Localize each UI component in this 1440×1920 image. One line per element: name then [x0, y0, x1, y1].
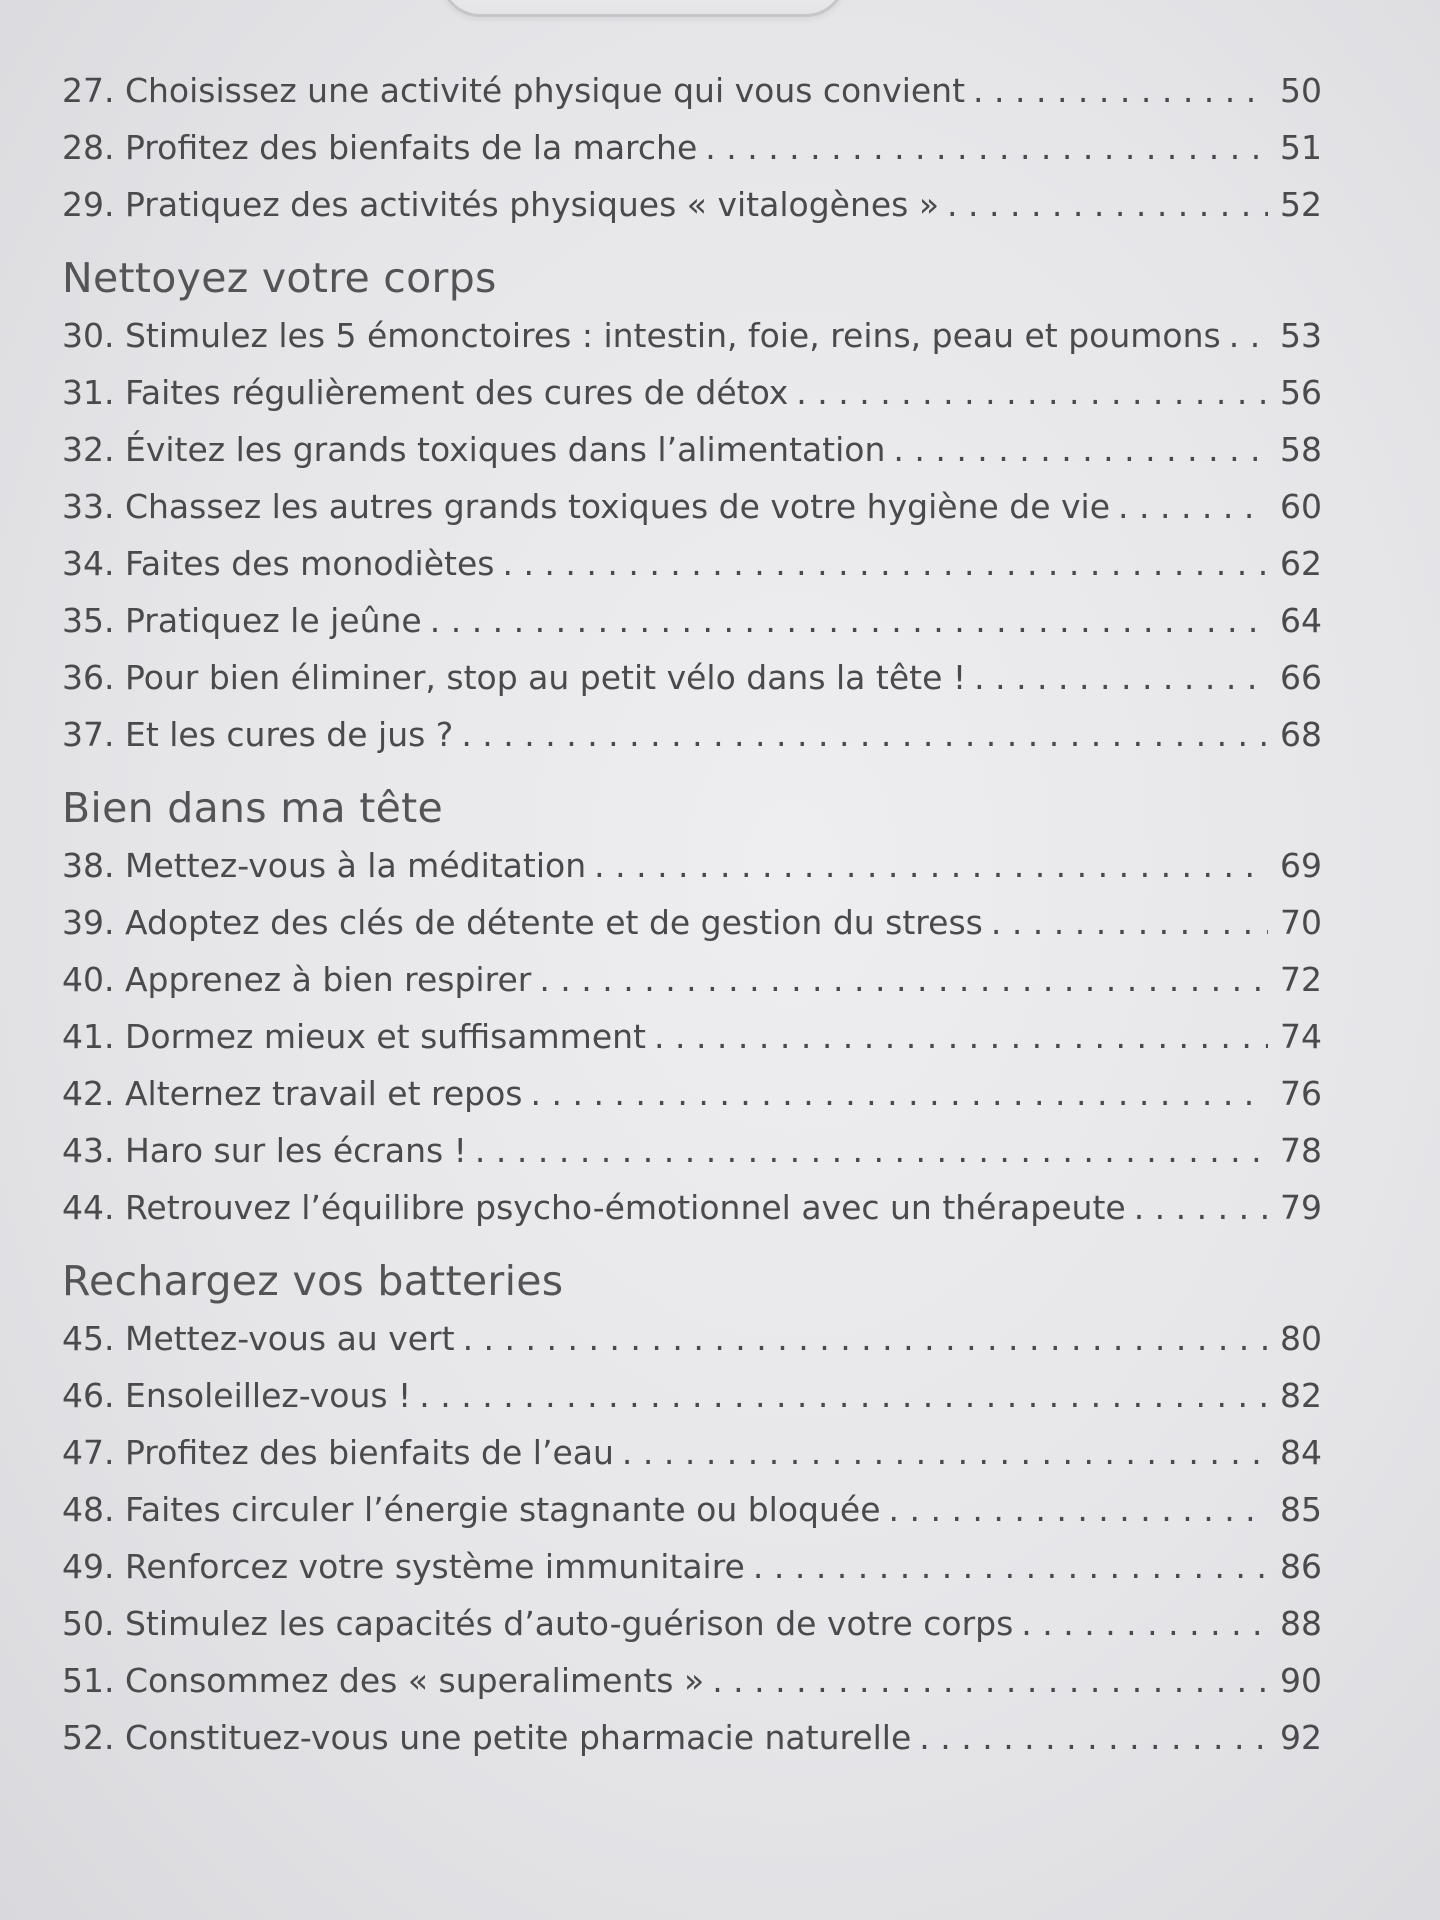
- toc-entry-page: 69: [1280, 846, 1322, 885]
- toc-entry-29: [62, 176, 1322, 233]
- section-heading: Rechargez vos batteries: [62, 1257, 564, 1305]
- toc-entry-page: 68: [1280, 715, 1322, 754]
- dot-leader: [461, 706, 1268, 763]
- toc-entry-title: 48. Faites circuler l’énergie stagnante ou bloquée: [62, 1490, 881, 1529]
- toc-entry-title: 31. Faites régulièrement des cures de détox: [62, 373, 789, 412]
- toc-entry-46: [62, 1367, 1322, 1424]
- toc-entry-41: [62, 1008, 1322, 1065]
- toc-entry-40: [62, 951, 1322, 1008]
- toc-entry-page: 60: [1280, 487, 1322, 526]
- toc-entry-title: 39. Adoptez des clés de détente et de gestion du stress: [62, 903, 983, 942]
- toc-entry-page: 72: [1280, 960, 1322, 999]
- toc-entry-page: 84: [1280, 1433, 1322, 1472]
- toc-entry-title: 37. Et les cures de jus ?: [62, 715, 454, 754]
- dot-leader: [991, 894, 1268, 951]
- toc-section-continued: [62, 62, 1322, 233]
- toc-entry-page: 56: [1280, 373, 1322, 412]
- toc-entry-title: 47. Profitez des bienfaits de l’eau: [62, 1433, 614, 1472]
- toc-entry-title: 33. Chassez les autres grands toxiques de votre hygiène de vie: [62, 487, 1110, 526]
- dot-leader: [1229, 307, 1268, 364]
- toc-entry-39: [62, 894, 1322, 951]
- dot-leader: [796, 364, 1268, 421]
- toc-entry-title: 38. Mettez-vous à la méditation: [62, 846, 587, 885]
- toc-entry-27: [62, 62, 1322, 119]
- toc-entry-page: 76: [1280, 1074, 1322, 1113]
- toc-entry-34: [62, 535, 1322, 592]
- toc-entry-title: 28. Profitez des bienfaits de la marche: [62, 128, 698, 167]
- toc-entry-title: 36. Pour bien éliminer, stop au petit vélo dans la tête !: [62, 658, 967, 697]
- dot-leader: [502, 535, 1268, 592]
- toc-entry-title: 34. Faites des monodiètes: [62, 544, 495, 583]
- dot-leader: [712, 1652, 1268, 1709]
- toc-entry-37: [62, 706, 1322, 763]
- toc-entry-title: 41. Dormez mieux et suffisamment: [62, 1017, 646, 1056]
- toc-entry-title: 32. Évitez les grands toxiques dans l’alimentation: [62, 430, 886, 469]
- toc-entry-44: [62, 1179, 1322, 1236]
- toc-entry-page: 64: [1280, 601, 1322, 640]
- dot-leader: [654, 1008, 1268, 1065]
- dot-leader: [973, 62, 1268, 119]
- toc-entry-42: [62, 1065, 1322, 1122]
- dot-leader: [531, 1065, 1269, 1122]
- toc-entry-title: 27. Choisissez une activité physique qui vous convient: [62, 71, 966, 110]
- toc-entry-page: 88: [1280, 1604, 1322, 1643]
- toc-entry-page: 78: [1280, 1131, 1322, 1170]
- toc-entry-43: [62, 1122, 1322, 1179]
- toc-entry-page: 90: [1280, 1661, 1322, 1700]
- toc-entry-page: 85: [1280, 1490, 1322, 1529]
- toc-entry-38: [62, 837, 1322, 894]
- toc-entry-page: 53: [1280, 316, 1322, 355]
- toc-entry-32: [62, 421, 1322, 478]
- dot-leader: [622, 1424, 1268, 1481]
- toc-section-nettoyez: [62, 249, 1322, 763]
- toc-entry-page: 92: [1280, 1718, 1322, 1757]
- dot-leader: [475, 1122, 1268, 1179]
- dot-leader: [419, 1367, 1268, 1424]
- dot-leader: [919, 1709, 1268, 1766]
- dot-leader: [1118, 478, 1268, 535]
- toc-entry-title: 51. Consommez des « superaliments »: [62, 1661, 705, 1700]
- toc-entry-page: 86: [1280, 1547, 1322, 1586]
- toc-entry-35: [62, 592, 1322, 649]
- toc-entry-title: 40. Apprenez à bien respirer: [62, 960, 532, 999]
- toc-entry-47: [62, 1424, 1322, 1481]
- dot-leader: [463, 1310, 1268, 1367]
- toc-entry-page: 51: [1280, 128, 1322, 167]
- toc-entry-52: [62, 1709, 1322, 1766]
- dot-leader: [753, 1538, 1268, 1595]
- toc-section-rechargez: [62, 1252, 1322, 1766]
- toc-entry-30: [62, 307, 1322, 364]
- dot-leader: [974, 649, 1268, 706]
- toc-entry-48: [62, 1481, 1322, 1538]
- toc-entry-page: 66: [1280, 658, 1322, 697]
- section-heading: Bien dans ma tête: [62, 784, 444, 832]
- toc-entry-title: 50. Stimulez les capacités d’auto-guérison de votre corps: [62, 1604, 1014, 1643]
- dot-leader: [947, 176, 1268, 233]
- toc-entry-title: 52. Constituez-vous une petite pharmacie naturelle: [62, 1718, 912, 1757]
- toc-entry-33: [62, 478, 1322, 535]
- toc-entry-title: 43. Haro sur les écrans !: [62, 1131, 467, 1170]
- toc-entry-title: 42. Alternez travail et repos: [62, 1074, 523, 1113]
- table-of-contents: [62, 62, 1322, 1766]
- toc-entry-title: 35. Pratiquez le jeûne: [62, 601, 422, 640]
- toc-entry-title: 30. Stimulez les 5 émonctoires : intestin, foie, reins, peau et poumons: [62, 316, 1221, 355]
- toc-entry-page: 52: [1280, 185, 1322, 224]
- toc-entry-title: 44. Retrouvez l’équilibre psycho-émotionnel avec un thérapeute: [62, 1188, 1126, 1227]
- dot-leader: [705, 119, 1268, 176]
- toc-entry-title: 46. Ensoleillez-vous !: [62, 1376, 412, 1415]
- toc-entry-49: [62, 1538, 1322, 1595]
- toc-entry-page: 62: [1280, 544, 1322, 583]
- cover-tab-cutout: [440, 0, 846, 17]
- section-heading: Nettoyez votre corps: [62, 254, 497, 302]
- toc-entry-page: 80: [1280, 1319, 1322, 1358]
- dot-leader: [1021, 1595, 1268, 1652]
- toc-entry-page: 70: [1280, 903, 1322, 942]
- toc-entry-title: 29. Pratiquez des activités physiques « vitalogènes »: [62, 185, 940, 224]
- toc-section-bien-dans-ma-tete: [62, 779, 1322, 1236]
- dot-leader: [539, 951, 1268, 1008]
- toc-entry-page: 58: [1280, 430, 1322, 469]
- toc-entry-45: [62, 1310, 1322, 1367]
- toc-entry-page: 82: [1280, 1376, 1322, 1415]
- toc-entry-title: 49. Renforcez votre système immunitaire: [62, 1547, 745, 1586]
- toc-entry-28: [62, 119, 1322, 176]
- toc-entry-page: 50: [1280, 71, 1322, 110]
- dot-leader: [430, 592, 1268, 649]
- dot-leader: [594, 837, 1268, 894]
- toc-entry-31: [62, 364, 1322, 421]
- dot-leader: [889, 1481, 1268, 1538]
- dot-leader: [1134, 1179, 1268, 1236]
- toc-entry-page: 79: [1280, 1188, 1322, 1227]
- dot-leader: [893, 421, 1268, 478]
- toc-entry-51: [62, 1652, 1322, 1709]
- toc-entry-title: 45. Mettez-vous au vert: [62, 1319, 455, 1358]
- toc-entry-page: 74: [1280, 1017, 1322, 1056]
- toc-entry-50: [62, 1595, 1322, 1652]
- toc-entry-36: [62, 649, 1322, 706]
